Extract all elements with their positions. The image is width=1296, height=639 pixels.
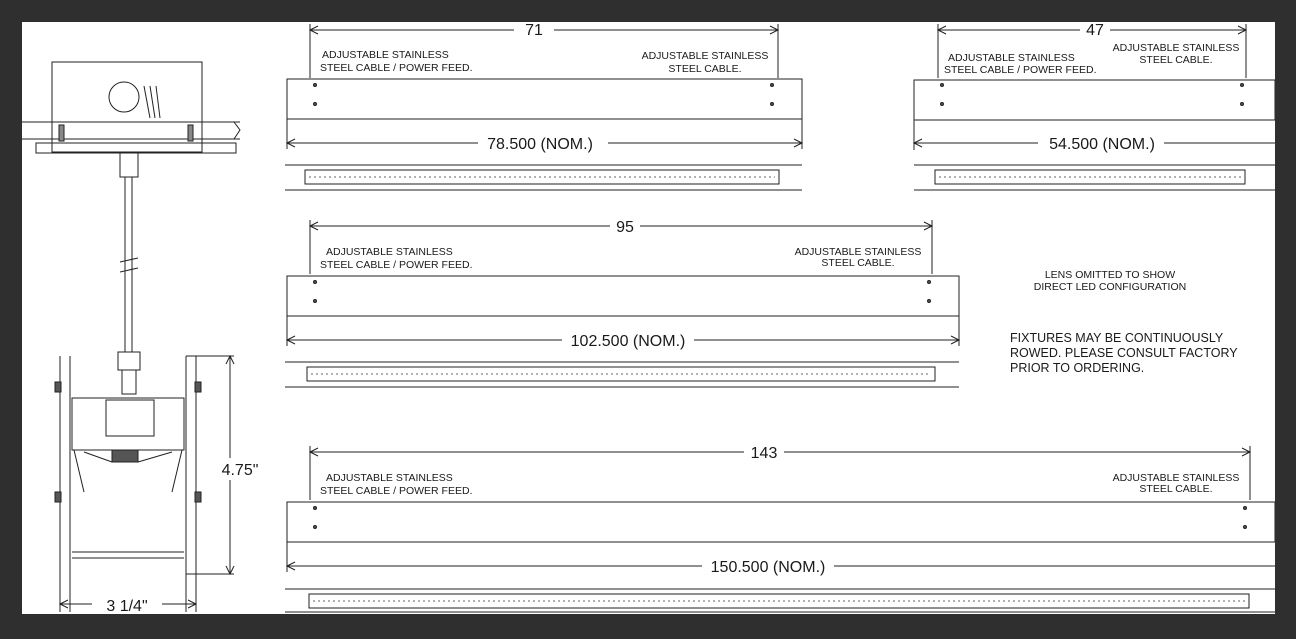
knockout-circle bbox=[109, 82, 139, 112]
left-cable-label-1: ADJUSTABLE STAINLESS bbox=[326, 246, 453, 258]
side-section-view bbox=[22, 62, 270, 614]
nominal-label: 54.500 (NOM.) bbox=[1049, 136, 1155, 153]
nominal-label: 78.500 (NOM.) bbox=[487, 136, 593, 153]
left-cable-label-1: ADJUSTABLE STAINLESS bbox=[322, 49, 449, 61]
lens-note-line-2: DIRECT LED CONFIGURATION bbox=[1033, 281, 1187, 293]
span-label: 95 bbox=[616, 219, 634, 236]
lens-note-line-1: LENS OMITTED TO SHOW bbox=[1044, 269, 1176, 281]
left-cable-label-1: ADJUSTABLE STAINLESS bbox=[326, 472, 453, 484]
fixture-housing bbox=[72, 398, 184, 450]
left-cable-label-2: STEEL CABLE / POWER FEED. bbox=[320, 62, 473, 74]
nominal-label: 150.500 (NOM.) bbox=[710, 559, 826, 576]
height-label: 4.75" bbox=[221, 462, 259, 479]
fixture-95-elevation bbox=[285, 217, 959, 387]
led-board bbox=[112, 450, 138, 462]
left-cable-label-2: STEEL CABLE / POWER FEED. bbox=[320, 485, 473, 497]
right-cable-label-2: STEEL CABLE. bbox=[821, 257, 895, 269]
clip-2 bbox=[55, 492, 61, 502]
driver-box bbox=[106, 400, 154, 436]
fixture-body bbox=[914, 80, 1275, 120]
left-cable-label-2: STEEL CABLE / POWER FEED. bbox=[944, 64, 1097, 76]
fixture-body bbox=[287, 79, 802, 119]
led-strip bbox=[305, 170, 779, 184]
fixture-47-elevation bbox=[914, 22, 1275, 190]
notes bbox=[1010, 269, 1238, 375]
right-cable-label-1: ADJUSTABLE STAINLESS bbox=[641, 50, 769, 62]
right-cable-label-2: STEEL CABLE. bbox=[1139, 54, 1213, 66]
left-cable-label-2: STEEL CABLE / POWER FEED. bbox=[320, 259, 473, 271]
nominal-label: 102.500 (NOM.) bbox=[570, 333, 686, 350]
span-label: 47 bbox=[1086, 22, 1104, 39]
cable-break bbox=[120, 258, 138, 272]
right-cable-label-1: ADJUSTABLE STAINLESS bbox=[1112, 472, 1240, 484]
feed-wires bbox=[144, 86, 160, 118]
right-cable-label-2: STEEL CABLE. bbox=[1139, 483, 1213, 495]
clip-4 bbox=[195, 492, 201, 502]
ceiling-break bbox=[234, 122, 240, 139]
rows-note-line-1: FIXTURES MAY BE CONTINUOUSLY bbox=[1010, 331, 1224, 345]
fixture-drawing bbox=[22, 22, 1275, 614]
span-label: 71 bbox=[525, 22, 543, 39]
cord-grip bbox=[118, 352, 140, 370]
fixture-body bbox=[287, 276, 959, 316]
drawing-sheet bbox=[22, 22, 1275, 614]
span-label: 143 bbox=[750, 445, 778, 462]
screw-left bbox=[59, 125, 64, 141]
clip-1 bbox=[55, 382, 61, 392]
fixture-143-elevation bbox=[285, 442, 1275, 612]
right-cable-label-2: STEEL CABLE. bbox=[668, 63, 742, 75]
right-cable-label-1: ADJUSTABLE STAINLESS bbox=[794, 246, 922, 258]
rows-note-line-2: ROWED. PLEASE CONSULT FACTORY bbox=[1010, 346, 1238, 360]
strain-relief bbox=[120, 153, 138, 177]
fixture-71-elevation bbox=[285, 22, 802, 190]
screw-right bbox=[188, 125, 193, 141]
clip-3 bbox=[195, 382, 201, 392]
fixture-body bbox=[287, 502, 1275, 542]
left-cable-label-1: ADJUSTABLE STAINLESS bbox=[948, 52, 1075, 64]
cord-connector bbox=[122, 370, 136, 394]
rows-note-line-3: PRIOR TO ORDERING. bbox=[1010, 361, 1145, 375]
width-label: 3 1/4" bbox=[106, 598, 148, 614]
right-cable-label-1: ADJUSTABLE STAINLESS bbox=[1112, 42, 1240, 54]
